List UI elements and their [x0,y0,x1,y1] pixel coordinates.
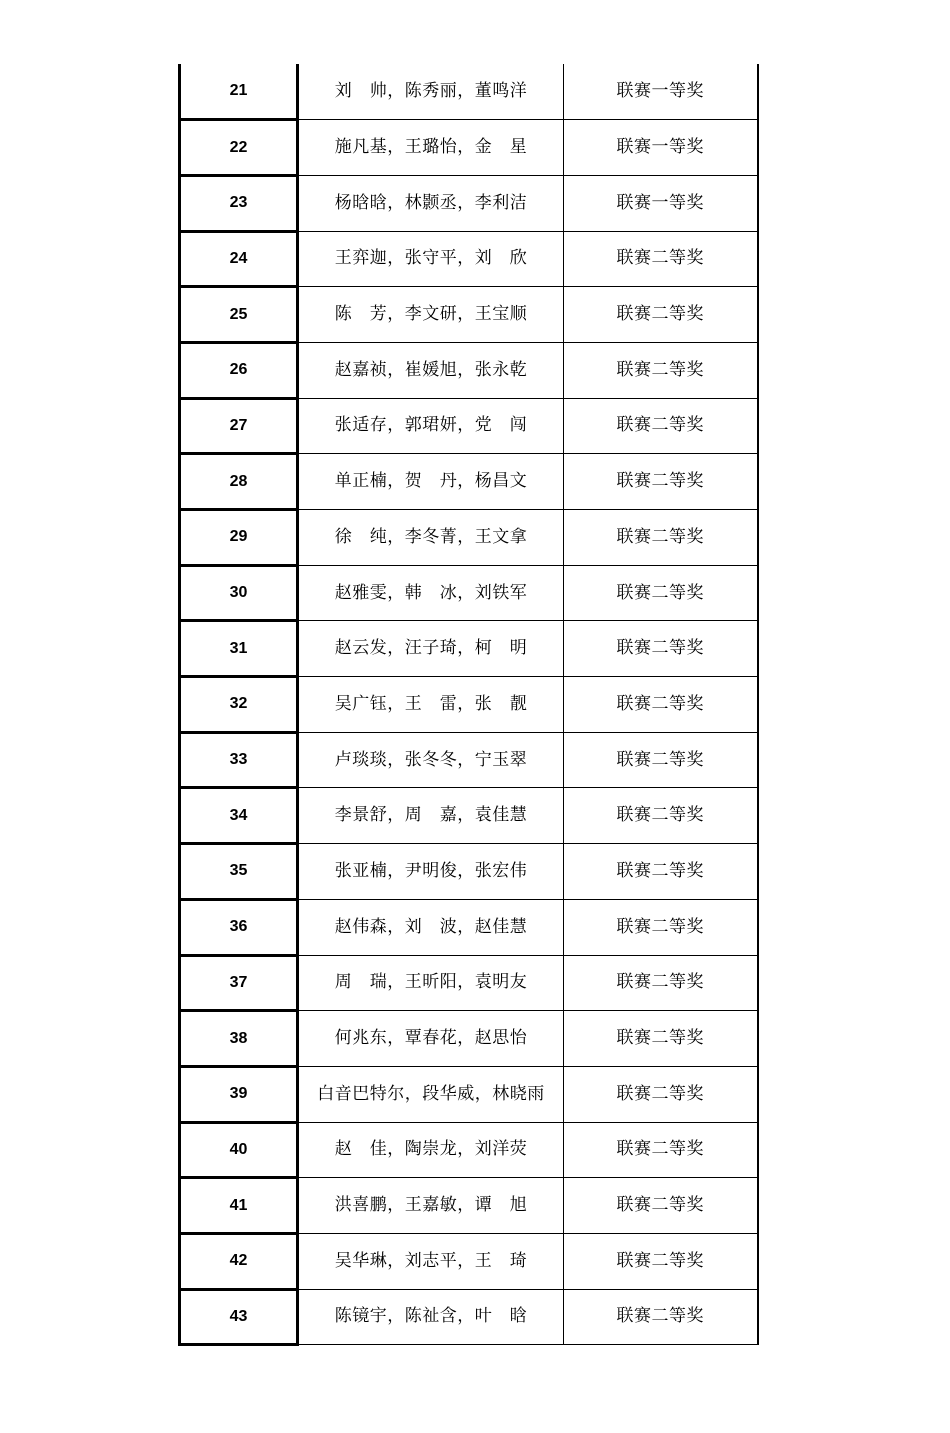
award-level: 联赛二等奖 [564,899,758,955]
award-level: 联赛二等奖 [564,621,758,677]
award-level: 联赛二等奖 [564,565,758,621]
row-number: 33 [180,732,298,788]
team-members: 赵嘉祯，崔媛旭，张永乾 [298,342,564,398]
award-level: 联赛二等奖 [564,1289,758,1345]
row-number: 43 [180,1289,298,1345]
team-members: 吴广钰，王 雷，张 靓 [298,677,564,733]
row-number: 42 [180,1233,298,1289]
row-number: 35 [180,844,298,900]
award-level: 联赛二等奖 [564,1122,758,1178]
team-members: 赵伟森，刘 波，赵佳慧 [298,899,564,955]
table-row [180,788,758,844]
row-number: 21 [180,64,298,120]
team-members: 陈镜宇，陈祉含，叶 晗 [298,1289,564,1345]
award-level: 联赛二等奖 [564,398,758,454]
team-members: 刘 帅，陈秀丽，董鸣洋 [298,64,564,120]
award-level: 联赛二等奖 [564,1066,758,1122]
team-members: 单正楠，贺 丹，杨昌文 [298,454,564,510]
row-number: 27 [180,398,298,454]
award-level: 联赛二等奖 [564,231,758,287]
team-members: 卢琰琰，张冬冬，宁玉翠 [298,732,564,788]
team-members: 施凡基，王璐怡，金 星 [298,120,564,176]
row-number: 39 [180,1066,298,1122]
row-number: 41 [180,1178,298,1234]
row-number: 29 [180,510,298,566]
award-level: 联赛二等奖 [564,287,758,343]
award-level: 联赛二等奖 [564,1178,758,1234]
team-members: 赵云发，汪子琦，柯 明 [298,621,564,677]
team-members: 何兆东，覃春花，赵思怡 [298,1011,564,1067]
table-row [180,1289,758,1345]
row-number: 32 [180,677,298,733]
team-members: 张适存，郭珺妍，党 闯 [298,398,564,454]
table-row [180,398,758,454]
award-level: 联赛二等奖 [564,844,758,900]
award-level: 联赛一等奖 [564,64,758,120]
row-number: 26 [180,342,298,398]
table-row [180,1233,758,1289]
team-members: 李景舒，周 嘉，袁佳慧 [298,788,564,844]
table-row [180,565,758,621]
award-level: 联赛二等奖 [564,677,758,733]
team-members: 陈 芳，李文研，王宝顺 [298,287,564,343]
award-level: 联赛二等奖 [564,510,758,566]
team-members: 徐 纯，李冬菁，王文拿 [298,510,564,566]
award-table [178,64,759,1346]
row-number: 23 [180,175,298,231]
table-row [180,231,758,287]
table-row [180,899,758,955]
table-row [180,287,758,343]
row-number: 37 [180,955,298,1011]
award-level: 联赛二等奖 [564,788,758,844]
table-row [180,1066,758,1122]
table-row [180,175,758,231]
row-number: 31 [180,621,298,677]
team-members: 白音巴特尔，段华威，林晓雨 [298,1066,564,1122]
team-members: 周 瑞，王昕阳，袁明友 [298,955,564,1011]
team-members: 王弈迦，张守平，刘 欣 [298,231,564,287]
table-row [180,1122,758,1178]
award-level: 联赛二等奖 [564,955,758,1011]
award-level: 联赛二等奖 [564,1011,758,1067]
row-number: 24 [180,231,298,287]
row-number: 36 [180,899,298,955]
table-row [180,677,758,733]
table-row [180,120,758,176]
award-level: 联赛二等奖 [564,1233,758,1289]
row-number: 30 [180,565,298,621]
row-number: 22 [180,120,298,176]
table-row [180,454,758,510]
team-members: 洪喜鹏，王嘉敏，谭 旭 [298,1178,564,1234]
table-row [180,64,758,120]
row-number: 40 [180,1122,298,1178]
award-level: 联赛一等奖 [564,175,758,231]
team-members: 赵雅雯，韩 冰，刘铁军 [298,565,564,621]
row-number: 38 [180,1011,298,1067]
table-row [180,1011,758,1067]
award-table-body [180,64,758,1345]
table-row [180,621,758,677]
award-level: 联赛一等奖 [564,120,758,176]
team-members: 吴华琳，刘志平，王 琦 [298,1233,564,1289]
table-row [180,1178,758,1234]
row-number: 28 [180,454,298,510]
table-row [180,510,758,566]
award-level: 联赛二等奖 [564,454,758,510]
table-row [180,732,758,788]
team-members: 杨晗晗，林颢丞，李利洁 [298,175,564,231]
table-row [180,844,758,900]
award-level: 联赛二等奖 [564,342,758,398]
table-row [180,955,758,1011]
row-number: 25 [180,287,298,343]
team-members: 张亚楠，尹明俊，张宏伟 [298,844,564,900]
award-level: 联赛二等奖 [564,732,758,788]
team-members: 赵 佳，陶崇龙，刘洋荧 [298,1122,564,1178]
row-number: 34 [180,788,298,844]
table-row [180,342,758,398]
